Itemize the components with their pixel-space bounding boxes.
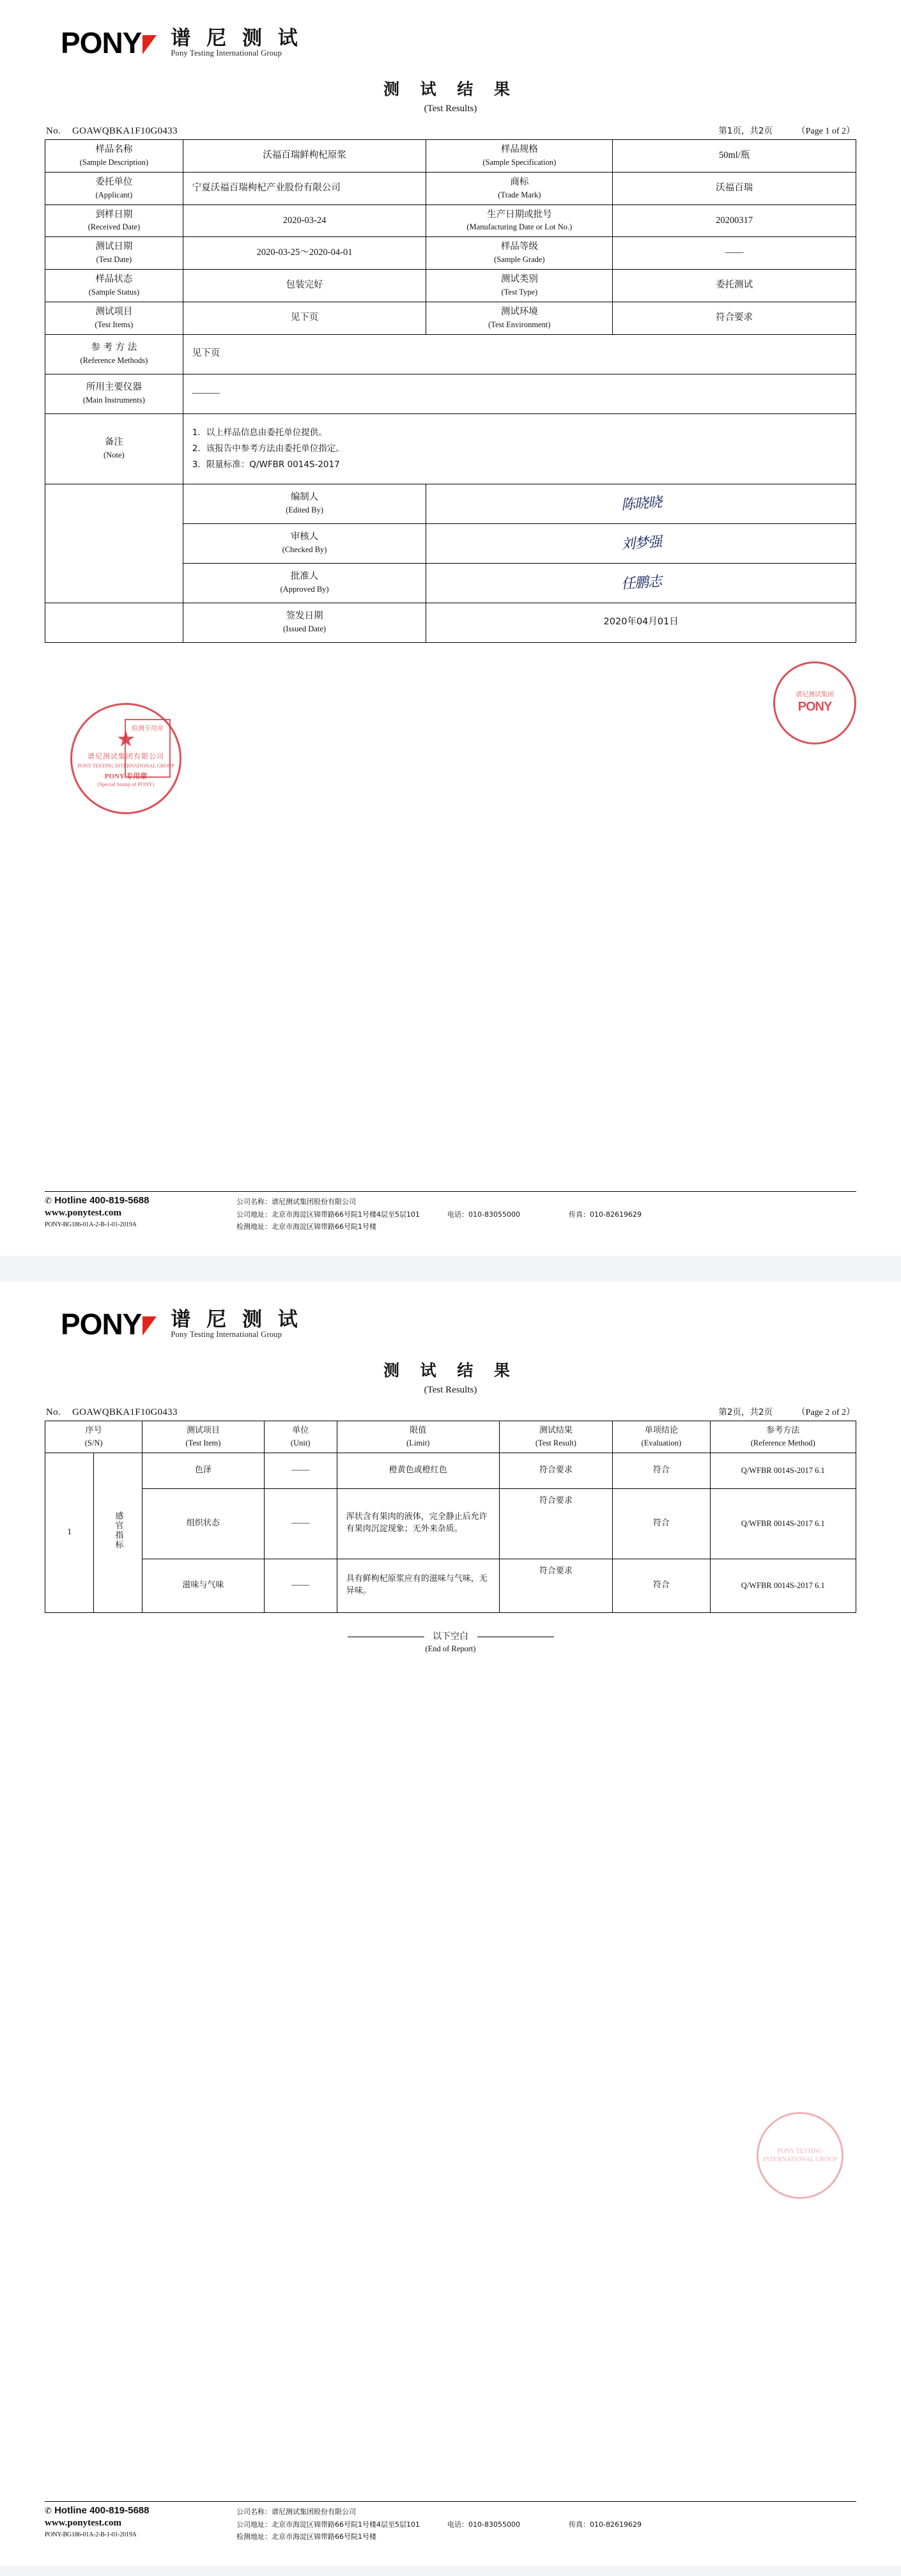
page-indicator-cn: 第1页，共2页 bbox=[718, 126, 773, 136]
header-unit: 单位 (Unit) bbox=[264, 1421, 337, 1453]
cell-reference-method: Q/WFBR 0014S-2017 6.1 bbox=[710, 1453, 856, 1488]
pony-wordmark: PONY bbox=[61, 26, 142, 59]
footer-address-line bbox=[236, 2518, 447, 2531]
footer-contact-block bbox=[45, 2505, 236, 2538]
page-gap bbox=[0, 1256, 901, 1281]
pony-logo bbox=[61, 26, 157, 60]
footer-hotline-text: Hotline 400-819-5688 bbox=[54, 2505, 150, 2517]
footer-fax-value: 010-82619629 bbox=[590, 1210, 642, 1219]
brand-chinese-block bbox=[171, 1309, 302, 1339]
footer-tel-label: 电话： bbox=[447, 2520, 468, 2529]
page-indicator-cn: 第2页，共2页 bbox=[718, 1407, 773, 1417]
footer-lab-value: 北京市海淀区锦带路66号院1号楼 bbox=[272, 1222, 376, 1231]
label-test-items bbox=[45, 302, 183, 334]
label-en: (Manufacturing Date or Lot No.) bbox=[466, 222, 573, 232]
cell-test-result: 符合要求 bbox=[499, 1559, 613, 1612]
table-row bbox=[45, 172, 856, 204]
footer-website[interactable]: www.ponytest.com bbox=[45, 2518, 121, 2529]
footer-company-label: 公司名称： bbox=[236, 2508, 272, 2517]
page-indicator bbox=[718, 123, 855, 137]
label-en: (Checked By) bbox=[282, 545, 327, 555]
cell-unit: —— bbox=[264, 1559, 337, 1612]
cell-unit: —— bbox=[264, 1488, 337, 1559]
footer-divider bbox=[45, 1191, 856, 1192]
stamp-special-cn: PONY 专用章 bbox=[104, 773, 148, 781]
cell-evaluation: 符合 bbox=[613, 1488, 710, 1559]
label-cn: 编制人 bbox=[290, 492, 319, 503]
label-en: (Test Environment) bbox=[488, 320, 551, 329]
footer-lab-label: 检测地址： bbox=[236, 1222, 272, 1231]
table-header-row bbox=[45, 1421, 856, 1453]
footer-website[interactable]: www.ponytest.com bbox=[45, 1208, 121, 1219]
header-test-result: 测试结果 (Test Result) bbox=[499, 1421, 613, 1453]
value-test-date: 2020-03-25～2020-04-01 bbox=[183, 237, 426, 270]
footer-tel-line bbox=[447, 2518, 569, 2531]
label-cn: 参 考 方 法 bbox=[91, 343, 137, 353]
label-cn: 测试类别 bbox=[500, 274, 538, 285]
table-row-issued-date bbox=[45, 603, 856, 642]
signature-approved-by bbox=[426, 563, 856, 603]
label-sample-grade bbox=[426, 237, 613, 270]
table-row bbox=[45, 302, 856, 334]
label-en: (Sample Specification) bbox=[482, 157, 557, 167]
table-row bbox=[45, 237, 856, 270]
footer-company-label: 公司名称： bbox=[236, 1198, 272, 1207]
footer-address-block bbox=[236, 2505, 856, 2543]
inspection-stamp-label: 检测专用章 bbox=[132, 725, 164, 732]
table-row-edited-by bbox=[45, 484, 856, 523]
page-indicator bbox=[718, 1405, 855, 1418]
footer-hotline bbox=[45, 2505, 236, 2516]
end-of-report-en: (End of Report) bbox=[425, 1644, 476, 1653]
footer-company-line bbox=[236, 1196, 856, 1208]
pony-wordmark: PONY bbox=[61, 1307, 142, 1341]
footer-lab-line bbox=[236, 2531, 856, 2543]
header-test-item: 测试项目 (Test Item) bbox=[142, 1421, 264, 1453]
value-applicant: 宁夏沃福百瑞枸杞产业股份有限公司 bbox=[183, 172, 426, 204]
footer-address-block bbox=[236, 1195, 856, 1233]
value-received-date: 2020-03-24 bbox=[183, 204, 426, 237]
page-footer-2 bbox=[45, 2501, 856, 2543]
footer-lab-label: 检测地址： bbox=[236, 2532, 272, 2541]
report-no bbox=[46, 126, 178, 137]
end-of-report-cn: 以下空白 bbox=[433, 1631, 468, 1642]
label-cn: 测试项目 bbox=[95, 306, 133, 317]
signature-checked-by bbox=[426, 523, 856, 563]
label-en: (Main Instruments) bbox=[82, 396, 145, 405]
phone-icon: ✆ bbox=[45, 1196, 52, 1207]
label-trade-mark bbox=[426, 172, 613, 204]
label-en: (Received Date) bbox=[88, 222, 141, 232]
signature-edited-by bbox=[426, 484, 856, 523]
pony-triangle-icon bbox=[142, 1316, 157, 1336]
table-row bbox=[45, 1453, 856, 1488]
label-cn: 样品状态 bbox=[95, 274, 133, 285]
footer-tel-value: 010-83055000 bbox=[468, 1210, 520, 1219]
value-test-environment: 符合要求 bbox=[613, 302, 856, 334]
table-row bbox=[45, 270, 856, 302]
label-test-environment bbox=[426, 302, 613, 334]
label-cn: 测试日期 bbox=[95, 242, 133, 252]
footer-hotline bbox=[45, 1195, 236, 1206]
value-sample-specification: 50ml/瓶 bbox=[613, 140, 856, 173]
page-title-en: (Test Results) bbox=[424, 1385, 477, 1395]
label-en: (Note) bbox=[104, 451, 125, 460]
cell-test-item: 滋味与气味 bbox=[142, 1559, 264, 1612]
sample-info-table bbox=[45, 139, 856, 643]
footer-company-value: 谱尼测试集团股份有限公司 bbox=[272, 1198, 356, 1207]
label-cn: 签发日期 bbox=[286, 611, 323, 622]
label-applicant bbox=[45, 172, 183, 204]
brand-name-en: Pony Testing International Group bbox=[171, 49, 282, 58]
footer-lab-line bbox=[236, 1221, 856, 1233]
label-en: (Reference Methods) bbox=[80, 356, 148, 366]
header-limit: 限值 (Limit) bbox=[337, 1421, 499, 1453]
brand-name-en: Pony Testing International Group bbox=[171, 1330, 282, 1339]
label-reference-methods bbox=[45, 334, 183, 374]
footer-address-value: 北京市海淀区锦带路66号院1号楼4层至5层101 bbox=[272, 2520, 420, 2529]
issued-date-blank bbox=[45, 603, 183, 642]
cell-evaluation: 符合 bbox=[613, 1453, 710, 1488]
label-received-date bbox=[45, 204, 183, 237]
report-no-row bbox=[45, 123, 856, 139]
footer-tel-label: 电话： bbox=[447, 1210, 468, 1219]
footer-contact-block bbox=[45, 1195, 236, 1228]
report-page-2 bbox=[0, 1281, 901, 2566]
label-checked-by bbox=[183, 523, 426, 563]
label-cn: 样品名称 bbox=[95, 144, 133, 155]
pony-logo bbox=[61, 1307, 157, 1341]
note-line-1: 1．以上样品信息由委托单位提供。 bbox=[192, 427, 327, 438]
label-cn: 备注 bbox=[104, 437, 123, 448]
cell-limit: 具有鲜枸杞原浆应有的滋味与气味，无异味。 bbox=[337, 1559, 499, 1612]
page-title: 测 试 结 果 bbox=[383, 1361, 518, 1380]
label-cn: 所用主要仪器 bbox=[86, 382, 142, 393]
label-en: (Test Items) bbox=[95, 320, 134, 329]
label-cn: 委托单位 bbox=[95, 176, 133, 187]
report-no-value: GOAWQBKA1F10G0433 bbox=[72, 126, 178, 136]
label-en: (Sample Description) bbox=[79, 157, 148, 167]
value-sample-grade: —— bbox=[613, 237, 856, 270]
cell-test-result: 符合要求 bbox=[499, 1488, 613, 1559]
pony-group-stamp bbox=[773, 661, 856, 744]
label-en: (Test Type) bbox=[501, 287, 538, 297]
table-row bbox=[45, 204, 856, 237]
report-page-1 bbox=[0, 0, 901, 1256]
cell-reference-method: Q/WFBR 0014S-2017 6.1 bbox=[710, 1559, 856, 1612]
footer-fax-line bbox=[569, 2518, 690, 2531]
report-no-label: No. bbox=[46, 126, 61, 136]
value-issued-date: 2020年04月01日 bbox=[426, 603, 856, 642]
footer-divider bbox=[45, 2501, 856, 2502]
value-test-type: 委托测试 bbox=[613, 270, 856, 302]
phone-icon: ✆ bbox=[45, 2506, 52, 2517]
label-cn: 到样日期 bbox=[95, 209, 133, 220]
label-approved-by bbox=[183, 563, 426, 603]
watermark-stamp bbox=[745, 2101, 854, 2210]
page-title: 测 试 结 果 bbox=[383, 80, 518, 98]
footer-fax-label: 传真： bbox=[569, 1210, 590, 1219]
report-no bbox=[46, 1407, 178, 1418]
label-en: (Sample Grade) bbox=[494, 255, 545, 265]
table-row-note bbox=[45, 413, 856, 484]
value-reference-methods: 见下页 bbox=[183, 334, 856, 374]
pony-triangle-icon bbox=[142, 35, 157, 54]
label-en: (Applicant) bbox=[95, 190, 133, 199]
table-row bbox=[45, 1488, 856, 1559]
table-row bbox=[45, 140, 856, 173]
label-cn: 样品等级 bbox=[500, 242, 538, 252]
label-sample-specification bbox=[426, 140, 613, 173]
footer-fax-value: 010-82619629 bbox=[590, 2520, 642, 2529]
cell-evaluation: 符合 bbox=[613, 1559, 710, 1612]
label-cn: 审核人 bbox=[290, 532, 319, 543]
table-row bbox=[45, 1559, 856, 1612]
cell-unit: —— bbox=[264, 1453, 337, 1488]
value-main-instruments: ——— bbox=[183, 374, 856, 413]
header-reference-method: 参考方法 (Reference Method) bbox=[710, 1421, 856, 1453]
inspection-stamp bbox=[125, 719, 171, 778]
footer-hotline-text: Hotline 400-819-5688 bbox=[54, 1195, 150, 1207]
handwritten-signature: 刘梦强 bbox=[620, 534, 662, 553]
header-evaluation: 单项结论 (Evaluation) bbox=[613, 1421, 710, 1453]
label-cn: 生产日期或批号 bbox=[487, 209, 552, 220]
label-en: (Approved By) bbox=[280, 585, 329, 594]
value-sample-description: 沃福百瑞鲜枸杞原浆 bbox=[183, 140, 426, 173]
value-manufacturing-date: 20200317 bbox=[613, 204, 856, 237]
label-issued-date bbox=[183, 603, 426, 642]
brand-chinese-block bbox=[171, 28, 302, 58]
footer-tel-line bbox=[447, 1208, 569, 1221]
label-cn: 商标 bbox=[510, 176, 529, 187]
pony-group-stamp-brand: PONY bbox=[797, 700, 832, 714]
page-title-en: (Test Results) bbox=[424, 104, 477, 114]
page-indicator-en: （Page 2 of 2） bbox=[796, 1408, 855, 1417]
value-note bbox=[183, 413, 856, 484]
label-edited-by bbox=[183, 484, 426, 523]
footer-lab-value: 北京市海淀区锦带路66号院1号楼 bbox=[272, 2532, 376, 2541]
footer-fax-line bbox=[569, 1208, 690, 1221]
cell-test-item: 组织状态 bbox=[142, 1488, 264, 1559]
label-en: (Issued Date) bbox=[283, 624, 327, 634]
footer-fax-label: 传真： bbox=[569, 2520, 590, 2529]
stamp-special-en: (Special Stamp of PONY) bbox=[97, 781, 155, 788]
handwritten-signature: 陈晓晓 bbox=[620, 494, 662, 513]
footer-form-code: PONY-BG186-01A-2-B-1-01-2019A bbox=[45, 1221, 137, 1229]
handwritten-signature: 任鹏志 bbox=[620, 573, 662, 592]
table-row-main-instruments bbox=[45, 374, 856, 413]
stamp-ring-cn: 谱尼测试集团有限公司 bbox=[88, 752, 164, 761]
value-trade-mark: 沃福百瑞 bbox=[613, 172, 856, 204]
note-line-2: 2．该报告中参考方法由委托单位指定。 bbox=[192, 443, 344, 454]
footer-company-line bbox=[236, 2506, 856, 2518]
test-results-table bbox=[45, 1421, 856, 1613]
label-en: (Test Date) bbox=[96, 255, 132, 265]
footer-address-label: 公司地址： bbox=[236, 1210, 272, 1219]
cell-group: 感官指标 bbox=[94, 1453, 142, 1612]
footer-address-value: 北京市海淀区锦带路66号院1号楼4层至5层101 bbox=[272, 1210, 420, 1219]
table-row-reference-methods bbox=[45, 334, 856, 374]
footer-address-line bbox=[236, 1208, 447, 1221]
label-note bbox=[45, 413, 183, 484]
note-line-3: 3．限量标准：Q/WFBR 0014S-2017 bbox=[192, 459, 340, 470]
label-cn: 测试环境 bbox=[500, 306, 538, 317]
brand-header-2 bbox=[45, 1307, 856, 1341]
label-test-date bbox=[45, 237, 183, 270]
stamp-ring-en: PONY TESTING INTERNATIONAL GROUP bbox=[77, 762, 174, 769]
cell-limit: 浑状含有果肉的液体，完全静止后允许有果肉沉淀现象；无外来杂质。 bbox=[337, 1488, 499, 1559]
label-manufacturing-date bbox=[426, 204, 613, 237]
star-icon: ★ bbox=[116, 728, 136, 752]
page-indicator-en: （Page 1 of 2） bbox=[796, 127, 855, 136]
cell-sn: 1 bbox=[45, 1453, 94, 1612]
label-en: (Trade Mark) bbox=[498, 190, 541, 199]
report-no-value: GOAWQBKA1F10G0433 bbox=[72, 1407, 178, 1417]
watermark-text: PONY TESTING INTERNATIONAL GROUP bbox=[762, 2148, 837, 2163]
cell-test-result: 符合要求 bbox=[499, 1453, 613, 1488]
value-test-items: 见下页 bbox=[183, 302, 426, 334]
label-en: (Edited By) bbox=[286, 505, 323, 515]
brand-header bbox=[45, 26, 856, 60]
cell-test-item: 色泽 bbox=[142, 1453, 264, 1488]
brand-name-cn: 谱 尼 测 试 bbox=[171, 26, 302, 50]
footer-address-label: 公司地址： bbox=[236, 2520, 272, 2529]
signature-stamp-area bbox=[45, 484, 183, 603]
report-no-row-2 bbox=[45, 1405, 856, 1421]
footer-company-value: 谱尼测试集团股份有限公司 bbox=[272, 2508, 356, 2517]
label-sample-description bbox=[45, 140, 183, 173]
label-main-instruments bbox=[45, 374, 183, 413]
cell-limit: 橙黄色或橙红色 bbox=[337, 1453, 499, 1488]
label-cn: 样品规格 bbox=[500, 144, 538, 155]
label-sample-status bbox=[45, 270, 183, 302]
label-test-type bbox=[426, 270, 613, 302]
end-of-report bbox=[45, 1630, 856, 1654]
header-sn: 序号 (S/N) bbox=[45, 1421, 142, 1453]
footer-form-code: PONY-BG186-01A-2-B-1-01-2019A bbox=[45, 2531, 137, 2539]
footer-tel-value: 010-83055000 bbox=[468, 2520, 520, 2529]
value-sample-status: 包装完好 bbox=[183, 270, 426, 302]
page-footer bbox=[45, 1191, 856, 1233]
brand-name-cn: 谱 尼 测 试 bbox=[171, 1307, 302, 1331]
label-en: (Sample Status) bbox=[88, 287, 140, 297]
cell-reference-method: Q/WFBR 0014S-2017 6.1 bbox=[710, 1488, 856, 1559]
pony-group-stamp-cn: 谱尼测试集团 bbox=[796, 691, 834, 698]
label-cn: 批准人 bbox=[290, 571, 319, 582]
report-no-label: No. bbox=[46, 1407, 61, 1417]
